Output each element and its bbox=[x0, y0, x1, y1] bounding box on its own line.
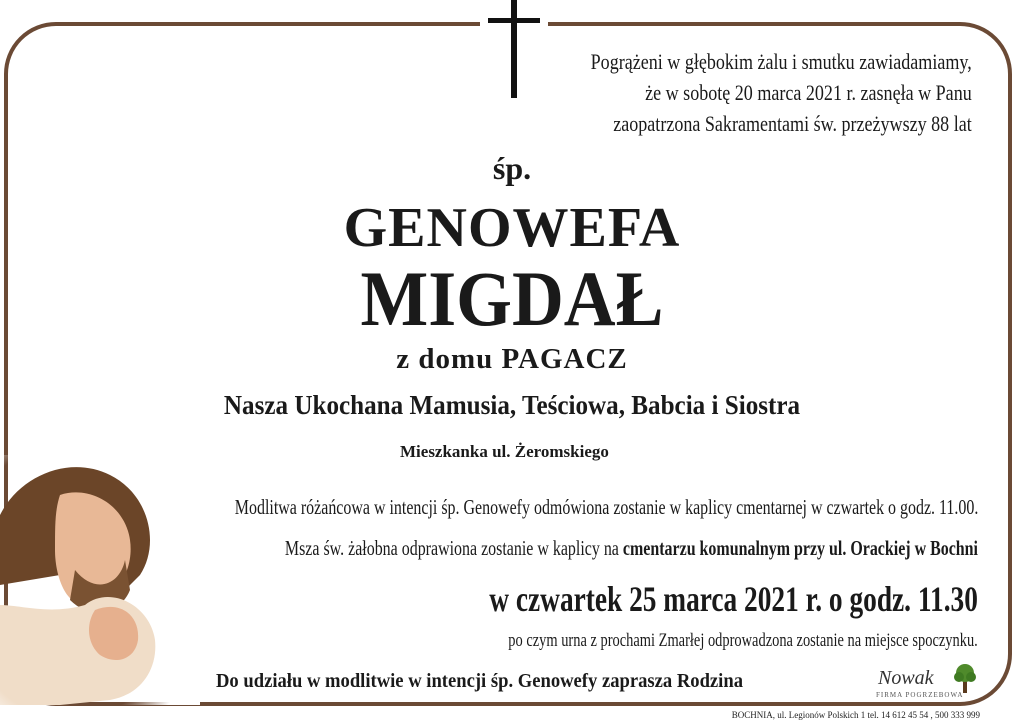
invitation-line: Do udziału w modlitwie w intencji śp. Genowefy zaprasza Rodzina bbox=[216, 670, 744, 692]
mass-prefix: Msza św. żałobna odprawiona zostanie w kaplicy na bbox=[284, 536, 623, 560]
intro-line: że w sobotę 20 marca 2021 r. zasnęła w Panu bbox=[645, 80, 972, 105]
funeral-home-logo bbox=[870, 663, 980, 703]
tree-logo-icon bbox=[952, 663, 978, 693]
mass-line bbox=[285, 536, 978, 561]
intro-line: Pogrążeni w głębokim żalu i smutku zawiadamiamy, bbox=[590, 49, 972, 74]
footer-address: BOCHNIA, ul. Legionów Polskich 1 tel. 14 612 45 54 , 500 333 999 bbox=[731, 710, 980, 720]
logo-name: Nowak bbox=[878, 667, 934, 689]
intro-line: zaopatrzona Sakramentami św. przeżywszy 88 lat bbox=[613, 111, 972, 136]
maiden-name: z domu PAGACZ bbox=[396, 343, 628, 375]
praying-jesus-image bbox=[0, 455, 200, 705]
honorific: śp. bbox=[492, 150, 532, 186]
intro-text bbox=[591, 46, 972, 139]
mass-place: cmentarzu komunalnym przy ul. Orackiej w Bochni bbox=[622, 536, 978, 560]
first-name: GENOWEFA bbox=[343, 197, 681, 259]
residence-line: Mieszkanka ul. Żeromskiego bbox=[400, 442, 609, 461]
relation-line: Nasza Ukochana Mamusia, Teściowa, Babcia i Siostra bbox=[223, 390, 801, 420]
rosary-line: Modlitwa różańcowa w intencji śp. Genowefy odmówiona zostanie w kaplicy cmentarnej w czwartek o godz. 11.00. bbox=[234, 495, 978, 519]
urn-line: po czym urna z prochami Zmarłej odprowadzona zostanie na miejsce spoczynku. bbox=[508, 630, 978, 651]
cross-icon bbox=[488, 0, 540, 98]
mass-date: w czwartek 25 marca 2021 r. o godz. 11.30 bbox=[489, 579, 978, 619]
last-name: MIGDAŁ bbox=[360, 255, 664, 342]
logo-subtitle: FIRMA POGRZEBOWA bbox=[876, 691, 964, 699]
